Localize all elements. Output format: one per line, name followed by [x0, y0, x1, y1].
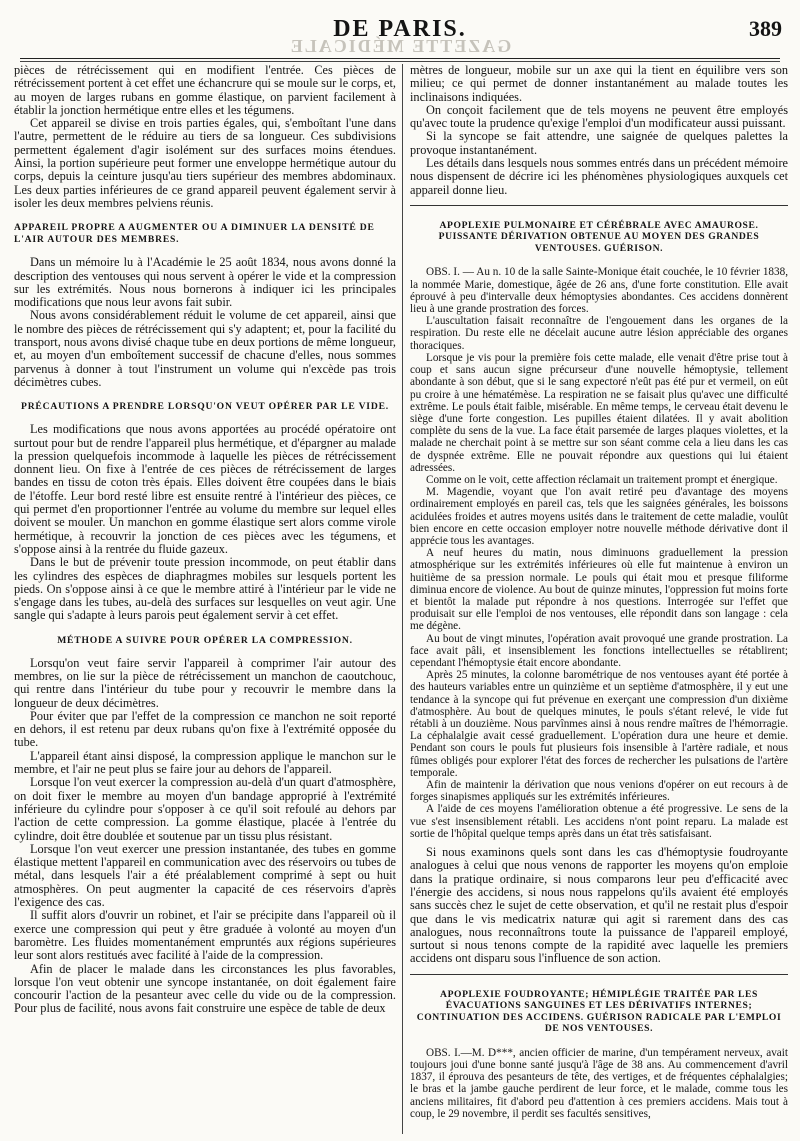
paragraph: A l'aide de ces moyens l'amélioration obtenue a été progressive. Le sens de la vue s'est insensiblement rétabli. Les accidens n'ont point reparu. La malade est sortie de l'hôpital quelque temps après dans un état très satisfaisant.: [410, 803, 788, 840]
paragraph: Si nous examinons quels sont dans les cas d'hémoptysie foudroyante analogues à celui que nous venons de rapporter les moyens qu'on emploie dans la pratique ordinaire, si nous comparons leur peu d'efficacité avec l'énergie des accidens, si nous nous rappelons qu'ils avaient été employés sans succès chez le sujet de cette observation, et qu'il ne restait plus d'espoir que dans le vis medicatrix naturæ qui agit si rarement dans des cas analogues, nous reconnaîtrons toute la puissance de l'appareil employé, surtout si nous tenons compte de la rapidité avec laquelle les premiers accidens ont disparu sous l'influence de son action.: [410, 845, 788, 966]
section-rule: [410, 205, 788, 206]
paragraph: Lorsque je vis pour la première fois cette malade, elle venait d'être prise tout à coup et sans aucun signe précurseur d'une nouvelle hémoptysie, tellement abondante à son début, que si le sang expectoré n'eût pas été pur et vermeil, on eût pu croire à une hématémèse. La respiration ne se faisait plus qu'avec une difficulté extrême. Le pouls était faible, misérable. En même temps, le cerveau était devenu le siège d'une forte congestion. Les pupilles étaient dilatées. Il y avait abolition complète du sens de la vue. La face était parsemée de larges plaques violettes, et la malade ne cherchait point à se mettre sur son séant comme cela a lieu dans les cas de dyspnée extrême. Elle ne pouvait répondre aux questions qui lui étaient adressées.: [410, 351, 788, 474]
paragraph: Au bout de vingt minutes, l'opération avait provoqué une grande prostration. La face avait pâli, et insensiblement les fonctions intellectuelles se rétablirent; cependant l'hémoptysie était encore abondante.: [410, 632, 788, 669]
section-rule: [410, 974, 788, 975]
running-title: DE PARIS.: [333, 16, 467, 42]
paragraph: Nous avons considérablement réduit le volume de cet appareil, ainsi que le nombre des pièces de rétrécissement qui s'y adaptent; et, pour la facilité du transport, nous avons divisé chaque tube en deux portions de même longueur, et, au moyen d'un emboîtement successif de chacune d'elles, nous sommes parvenus à donner à tout l'instrument un volume qui n'excède pas trois décimètres cubes.: [14, 308, 396, 389]
section-heading: PRÉCAUTIONS A PRENDRE LORSQU'ON VEUT OPÉRER PAR LE VIDE.: [21, 401, 389, 413]
paragraph: Les modifications que nous avons apportées au procédé opératoire ont surtout pour but de rendre l'appareil plus hermétique, et d'épargner au malade la pression quelquefois incommode à laquelle les pièces de rétrécissement donnent lieu. On fixe à l'entrée de ces pièces de rétrécissement de larges bandes en tissu de coton très épais. Elles doivent être coupées dans le biais de l'étoffe. Leur bord resté libre est ensuite rentré à l'intérieur des pièces, ce qui permet d'en proportionner l'entrée au volume du membre sur lequel elles doivent se mouler. Un manchon en gomme élastique sert alors comme virole hermétique, à recouvrir la jonction de ces pièces avec les tégumens, et s'oppose ainsi à la rentrée du fluide gazeux.: [14, 422, 396, 556]
paragraph: M. Magendie, voyant que l'on avait retiré peu d'avantage des moyens ordinairement employés en pareil cas, tels que les saignées générales, les boissons acidulées froides et autres moyens usités dans le traitement de cette maladie, voulût bien encore en cette occasion employer notre nouvelle méthode dérivative dont il apprécie tous les avantages.: [410, 486, 788, 547]
page-number: 389: [749, 16, 782, 41]
paragraph: Cet appareil se divise en trois parties égales, qui, s'emboîtant l'une dans l'autre, permettent de le réduire au tiers de sa longueur. Ces subdivisions permettent également d'agir isolément sur des surfaces moins étendues. Ainsi, la portion supérieure peut former une enveloppe hermétique autour du corps, depuis la ceinture jusqu'au tiers supérieur des membres abdominaux. Les deux parties inférieures de ce grand appareil peuvent également servir à isoler les deux membres pelviens réunis.: [14, 116, 396, 210]
header-rule: [20, 58, 780, 59]
section-heading: APPAREIL PROPRE A AUGMENTER OU A DIMINUER LA DENSITÉ DE L'AIR AUTOUR DES MEMBRES.: [14, 222, 375, 246]
column-divider: [402, 64, 403, 1134]
paragraph: Lorsque l'on veut exercer la compression au-delà d'un quart d'atmosphère, on doit fixer le membre au moyen d'un bandage approprié à l'extrémité inférieure du cylindre pour s'opposer à ce qu'il soit refoulé au dehors par l'action de cette compression. La gomme élastique, placée à l'entrée du cylindre, doit être doublée et soutenue par un tissu plus résistant.: [14, 775, 396, 843]
paragraph: Si la syncope se fait attendre, une saignée de quelques palettes la provoque instantanément.: [410, 129, 788, 157]
paragraph: L'appareil étant ainsi disposé, la compression applique le manchon sur le membre, et l'air ne peut plus se faire jour au dehors de l'appareil.: [14, 748, 396, 777]
paragraph: Les détails dans lesquels nous sommes entrés dans un précédent mémoire nous dispensent de décrire ici les phénomènes physiologiques auxquels cet appareil donne lieu.: [410, 156, 788, 197]
paragraph: L'auscultation faisait reconnaître de l'engouement dans les organes de la respiration. Du reste elle ne décelait aucune autre lésion appréciable des organes thoraciques.: [410, 315, 788, 352]
paragraph: Pour éviter que par l'effet de la compression ce manchon ne soit reporté en dehors, il est retenu par deux rubans qu'on fixe à l'extrémité opposée du tube.: [14, 708, 396, 750]
paragraph: pièces de rétrécissement qui en modifient l'entrée. Ces pièces de rétrécissement portent à cet effet une échancrure qui se moule sur le corps, et, au moyen de larges rubans en gomme élastique, on parvient facilement à établir la jonction hermétique entre elles et les tégumens.: [14, 64, 396, 117]
paragraph: Afin de placer le malade dans les circonstances les plus favorables, lorsque l'on veut obtenir une syncope instantanée, on doit également faire concourir l'action de la pesanteur avec celle du vide ou de la compression. Pour plus de facilité, nous avons fait construire une espèce de table de deux: [14, 961, 396, 1016]
paragraph: Afin de maintenir la dérivation que nous venions d'opérer on eut recours à de forges sinapismes appliqués sur les extrémités inférieures.: [410, 779, 788, 804]
right-column: [410, 64, 788, 1140]
bleed-through-text: GAZETTE MÉDICALE: [288, 36, 512, 56]
paragraph: A neuf heures du matin, nous diminuons graduellement la pression atmosphérique sur les extrémités inférieures où elle fut maintenue à environ un huitième de sa pression normale. Le pouls qui était mou et presque filiforme diminua encore de violence. Au bout de quinze minutes, l'oppression fut moins forte et bientôt la malade put répondre à nos questions. Interrogée sur l'effet que produisait sur elle l'emploi de nos ventouses, elle répondit dans son langage : cela me dégène.: [410, 547, 788, 633]
paragraph: Lorsqu'on veut faire servir l'appareil à comprimer l'air autour des membres, on lie sur la pièce de rétrécissement un manchon de caoutchouc, qui rentre dans l'intérieur du tube pour y recouvrir le membre dans la longueur de deux décimètres.: [14, 655, 396, 710]
section-heading: MÉTHODE A SUIVRE POUR OPÉRER LA COMPRESSION.: [57, 634, 353, 646]
section-heading: APOPLEXIE FOUDROYANTE; HÉMIPLÉGIE TRAITÉE PAR LES ÉVACUATIONS SANGUINES ET LES DÉRIVATIFS INTERNES; CONTINUATION DES ACCIDENS. GUÉRISON RADICALE PAR L'EMPLOI DE NOS VENTOUSES.: [416, 988, 782, 1035]
paragraph: On conçoit facilement que de tels moyens ne peuvent être employés qu'avec toute la prudence qu'exige l'emploi d'un modificateur aussi puissant.: [410, 102, 788, 131]
paragraph: OBS. I. — Au n. 10 de la salle Sainte-Monique était couchée, le 10 février 1838, la nommée Marie, domestique, âgée de 26 ans, d'une forte constitution. Elle avait éprouvé à peu d'intervalle deux hémoptysies abondantes. Ces accidens donnèrent lieu à une grande prostration des forces.: [410, 266, 788, 316]
page-header: [0, 0, 800, 56]
paragraph: Il suffit alors d'ouvrir un robinet, et l'air se précipite dans l'appareil où il exerce une compression qui peut y être graduée à volonté au moyen d'un baromètre. Les fluides momentanément empruntés aux régions supérieures leur sont alors restitués avec facilité à l'aide de la compression.: [14, 908, 396, 963]
paragraph: Après 25 minutes, la colonne barométrique de nos ventouses ayant été portée à des hauteurs variables entre un quinzième et un septième d'atmosphère, il y eut une tendance à la syncope qui fut prévenue en exerçant une compression d'un dixième d'atmosphère. Au bout de quelques minutes, le pouls s'étant relevé, le vide fut rétabli à un douzième. Nous parvînmes ainsi à nous rendre maîtres de l'hémorragie. La céphalalgie avait cessé graduellement. L'opération dura une heure et demie. Pendant son cours le pouls fut plusieurs fois insensible à l'artère radiale, et nous fûmes obligés pour explorer l'état des forces de rechercher les pulsations de l'artère temporale.: [410, 669, 788, 779]
paragraph: Dans un mémoire lu à l'Académie le 25 août 1834, nous avons donné la description des ventouses qui nous servent à opérer le vide et la compression sur les extrémités. Nous nous bornerons à indiquer ici les principales modifications que nous leur avons fait subir.: [14, 255, 396, 310]
paragraph: OBS. I.—M. D***, ancien officier de marine, d'un tempérament nerveux, avait toujours joui d'une bonne santé jusqu'à l'âge de 38 ans. Au commencement d'avril 1837, il éprouva des pesanteurs de tête, des vertiges, et de fréquentes céphalalgies; le bras et la jambe gauche perdirent de leur force, et le malade, comme tous les anciens militaires, fit d'abord peu d'attention à ces premiers accidens. Mais tout à coup, le 29 novembre, il perdit ses facultés sensitives,: [410, 1046, 788, 1120]
left-column: [14, 64, 396, 1140]
paragraph: Lorsque l'on veut exercer une pression instantanée, des tubes en gomme élastique mettent l'appareil en communication avec des réservoirs ou tubes de métal, dans lesquels l'air a été préalablement comprimé à sept ou huit atmosphères. On peut augmenter la capacité de ces réservoirs d'après l'exigence des cas.: [14, 841, 396, 910]
section-heading: APOPLEXIE PULMONAIRE ET CÉRÉBRALE AVEC AMAUROSE. PUISSANTE DÉRIVATION OBTENUE AU MOYEN DES GRANDES VENTOUSES. GUÉRISON.: [438, 219, 760, 254]
paragraph: mètres de longueur, mobile sur un axe qui la tient en équilibre vers son milieu; ce qui permet de donner instantanément au malade toutes les inclinaisons indiquées.: [410, 64, 788, 104]
paragraph: Dans le but de prévenir toute pression incommode, on peut établir dans les cylindres des espèces de diaphragmes mobiles sur lesquels portent les pieds. On s'oppose ainsi à ce que le membre attiré à l'intérieur par le vide ne s'engage dans les tubes, au-delà des surfaces sur lesquelles on veut agir. Une sangle qui s'adapte à leurs parois peut également servir à cet effet.: [14, 555, 396, 623]
paragraph: Comme on le voit, cette affection réclamait un traitement prompt et énergique.: [426, 473, 778, 486]
header-rule-secondary: [20, 61, 780, 62]
